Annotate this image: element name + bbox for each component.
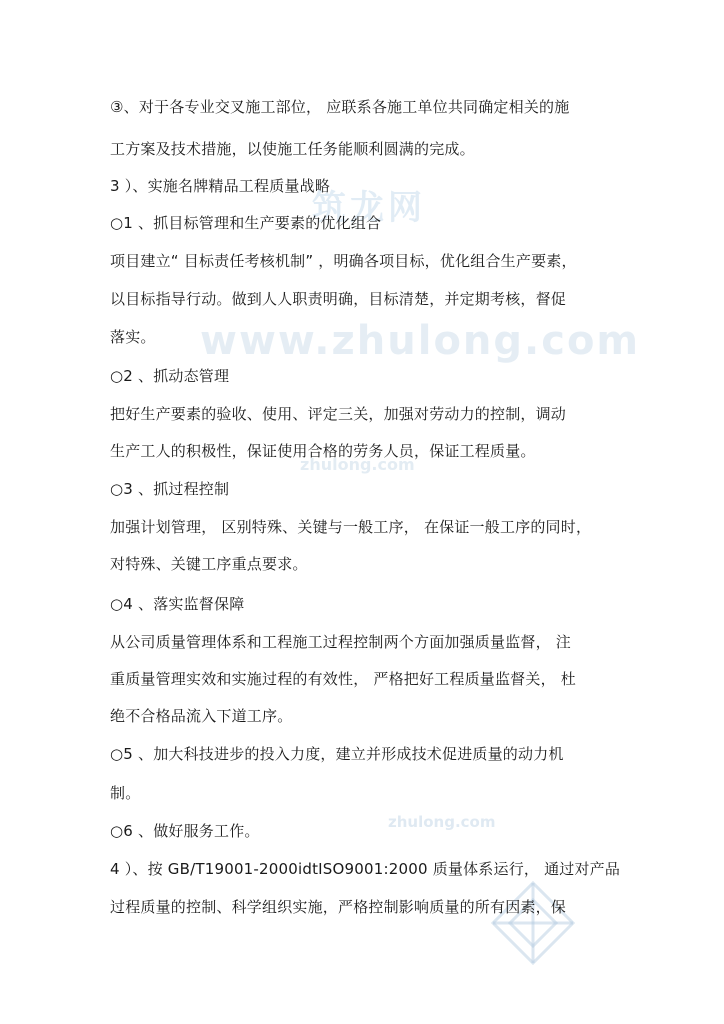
text-line: ○6 、做好服务工作。: [110, 822, 260, 840]
text-line: 过程质量的控制、科学组织实施，严格控制影响质量的所有因素，保: [110, 898, 567, 916]
text-line: ○1 、抓目标管理和生产要素的优化组合: [110, 214, 382, 232]
text-line: 生产工人的积极性，保证使用合格的劳务人员，保证工程质量。: [110, 442, 536, 460]
watermark-cn-text: 筑龙网: [312, 188, 426, 228]
text-line: 对特殊、关键工序重点要求。: [110, 555, 308, 573]
text-line: ③、对于各专业交叉施工部位， 应联系各施工单位共同确定相关的施: [110, 98, 570, 116]
text-line: 绝不合格品流入下道工序。: [110, 707, 293, 725]
text-line: ○5 、加大科技进步的投入力度，建立并形成技术促进质量的动力机: [110, 745, 564, 763]
text-line: ○4 、落实监督保障: [110, 595, 245, 613]
text-line: 以目标指导行动。做到人人职责明确，目标清楚，并定期考核，督促: [110, 290, 567, 308]
text-line: 项目建立“ 目标责任考核机制” ，明确各项目标，优化组合生产要素，: [110, 252, 577, 270]
text-line: 4 ）、按 GB/T19001-2000idtISO9001:2000 质量体系运行， 通过对产品: [110, 860, 621, 878]
text-line: 从公司质量管理体系和工程施工过程控制两个方面加强质量监督， 注: [110, 633, 571, 651]
watermark-logo-icon: [488, 878, 578, 968]
watermark-url-large: www.zhulong.com: [200, 318, 641, 364]
text-line: 落实。: [110, 328, 156, 346]
text-line: ○2 、抓动态管理: [110, 367, 230, 385]
text-line: 把好生产要素的验收、使用、评定三关，加强对劳动力的控制，调动: [110, 405, 567, 423]
watermark-url-small: zhulong.com: [300, 455, 415, 474]
text-line: 3 ）、实施名牌精品工程质量战略: [110, 177, 331, 195]
text-line: 加强计划管理， 区别特殊、关键与一般工序， 在保证一般工序的同时，: [110, 518, 592, 536]
watermark-url-bottom: zhulong.com: [388, 813, 496, 831]
text-line: ○3 、抓过程控制: [110, 480, 230, 498]
text-line: 重质量管理实效和实施过程的有效性， 严格把好工程质量监督关， 杜: [110, 670, 576, 688]
text-line: 工方案及技术措施，以使施工任务能顺利圆满的完成。: [110, 140, 475, 158]
text-line: 制。: [110, 784, 141, 802]
